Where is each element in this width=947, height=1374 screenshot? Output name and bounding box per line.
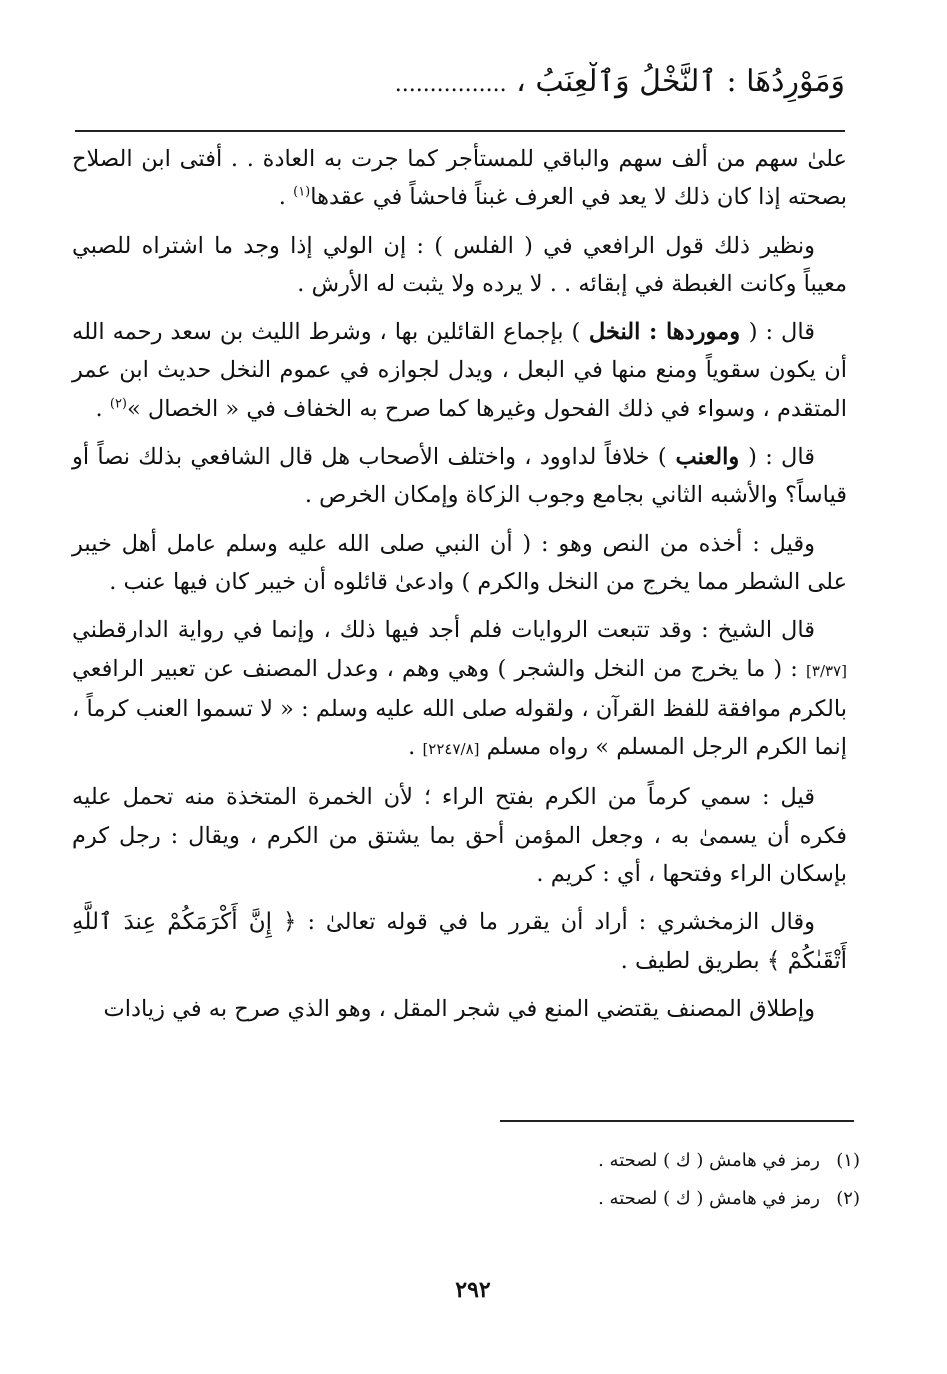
- header-dots: ................: [394, 72, 507, 97]
- footnote-text: رمز في هامش ( ك ) لصحته .: [598, 1188, 820, 1209]
- paragraph-7: قيل : سمي كرماً من الكرم بفتح الراء ؛ لأن الخمرة المتخذة منه تحمل عليه فكره أن يسمىٰ به ، وجعل المؤمن أحق بما يشتق من الكرم ، ويقال : رجل كرم بإسكان الراء وفتحها ، أي : كريم .: [72, 784, 847, 888]
- footnote-number: (٢): [836, 1188, 860, 1209]
- paragraph-2: ونظير ذلك قول الرافعي في ( الفلس ) : إن الولي إذا وجد ما اشتراه للصبي معيباً وكانت الغبطة في إبقائه . . لا يرده ولا يثبت له الأرش .: [72, 232, 847, 297]
- paragraph-9: وإطلاق المصنف يقتضي المنع في شجر المقل ، وهو الذي صرح به في زيادات: [103, 995, 815, 1022]
- header-title: وَمَوْرِدُهَا : ٱلنَّخْلُ وَٱلْعِنَبُ ،: [516, 64, 845, 99]
- footnote-2: [300, 1180, 860, 1218]
- footnotes: [300, 1142, 860, 1218]
- footnote-rule: [500, 1120, 854, 1122]
- paragraph-6: قال الشيخ : وقد تتبعت الروايات فلم أجد فيها ذلك ، وإنما في رواية الدارقطني [٣/٣٧] : ( ما يخرج من النخل والشجر ) وهي وهم ، وعدل المصنف عن تعبير الرافعي بالكرم موافقة للفظ القرآن ، ولقوله صلى الله عليه وسلم : « لا تسموا العنب كرماً ، إنما الكرم الرجل المسلم » رواه مسلم [٢٢٤٧/٨] .: [72, 617, 847, 761]
- footnote-marker-2[interactable]: (٢): [109, 396, 127, 412]
- paragraph-3: قال : ( وموردها : النخل ) بإجماع القائلين بها ، وشرط الليث بن سعد رحمه الله أن يكون سقوياً ومنع منها في البعل ، ويدل لجوازه في عموم النخل حديث ابن عمر المتقدم ، وسواء في ذلك الفحول وغيرها كما صرح به الخفاف في « الخصال »$^{(٢)}$ .: [72, 319, 847, 422]
- running-header: [75, 62, 845, 102]
- citation-ref-1: [٣/٣٧]: [806, 661, 847, 680]
- header-rule: [75, 130, 845, 132]
- footnote-1: [300, 1142, 860, 1180]
- paragraph-1: علىٰ سهم من ألف سهم والباقي للمستأجر كما جرت به العادة . . أفتى ابن الصلاح بصحته إذا كان ذلك لا يعد في العرف غبناً فاحشاً في عقدها$^{(١)}$ .: [72, 146, 847, 211]
- footnote-marker-1[interactable]: (١): [293, 184, 311, 200]
- quran-verse: ﴿ إِنَّ أَكْرَمَكُمْ عِندَ ٱللَّهِ أَتْقَىٰكُمْ ﴾: [72, 909, 847, 974]
- paragraph-8: وقال الزمخشري : أراد أن يقرر ما في قوله تعالىٰ : ﴿ إِنَّ أَكْرَمَكُمْ عِندَ ٱللَّهِ أَتْقَىٰكُمْ ﴾ بطريق لطيف .: [72, 909, 847, 974]
- paragraph-5: وقيل : أخذه من النص وهو : ( أن النبي صلى الله عليه وسلم عامل أهل خيبر على الشطر مما يخرج من النخل والكرم ) وادعىٰ قائلوه أن خيبر كان فيها عنب .: [72, 530, 847, 595]
- paragraph-4: قال : ( والعنب ) خلافاً لداوود ، واختلف الأصحاب هل قال الشافعي بذلك نصاً أو قياساً؟ والأشبه الثاني بجامع وجوب الزكاة وإمكان الخرص .: [72, 444, 847, 509]
- page-number: ٢٩٢: [455, 1277, 491, 1303]
- matn-keyword-1: وموردها : النخل: [580, 319, 749, 346]
- main-text: [72, 140, 847, 1038]
- citation-ref-2: [٢٢٤٧/٨]: [422, 740, 480, 759]
- matn-keyword-2: والعنب: [666, 444, 749, 471]
- footnote-text: رمز في هامش ( ك ) لصحته .: [598, 1150, 820, 1171]
- footnote-number: (١): [836, 1150, 860, 1171]
